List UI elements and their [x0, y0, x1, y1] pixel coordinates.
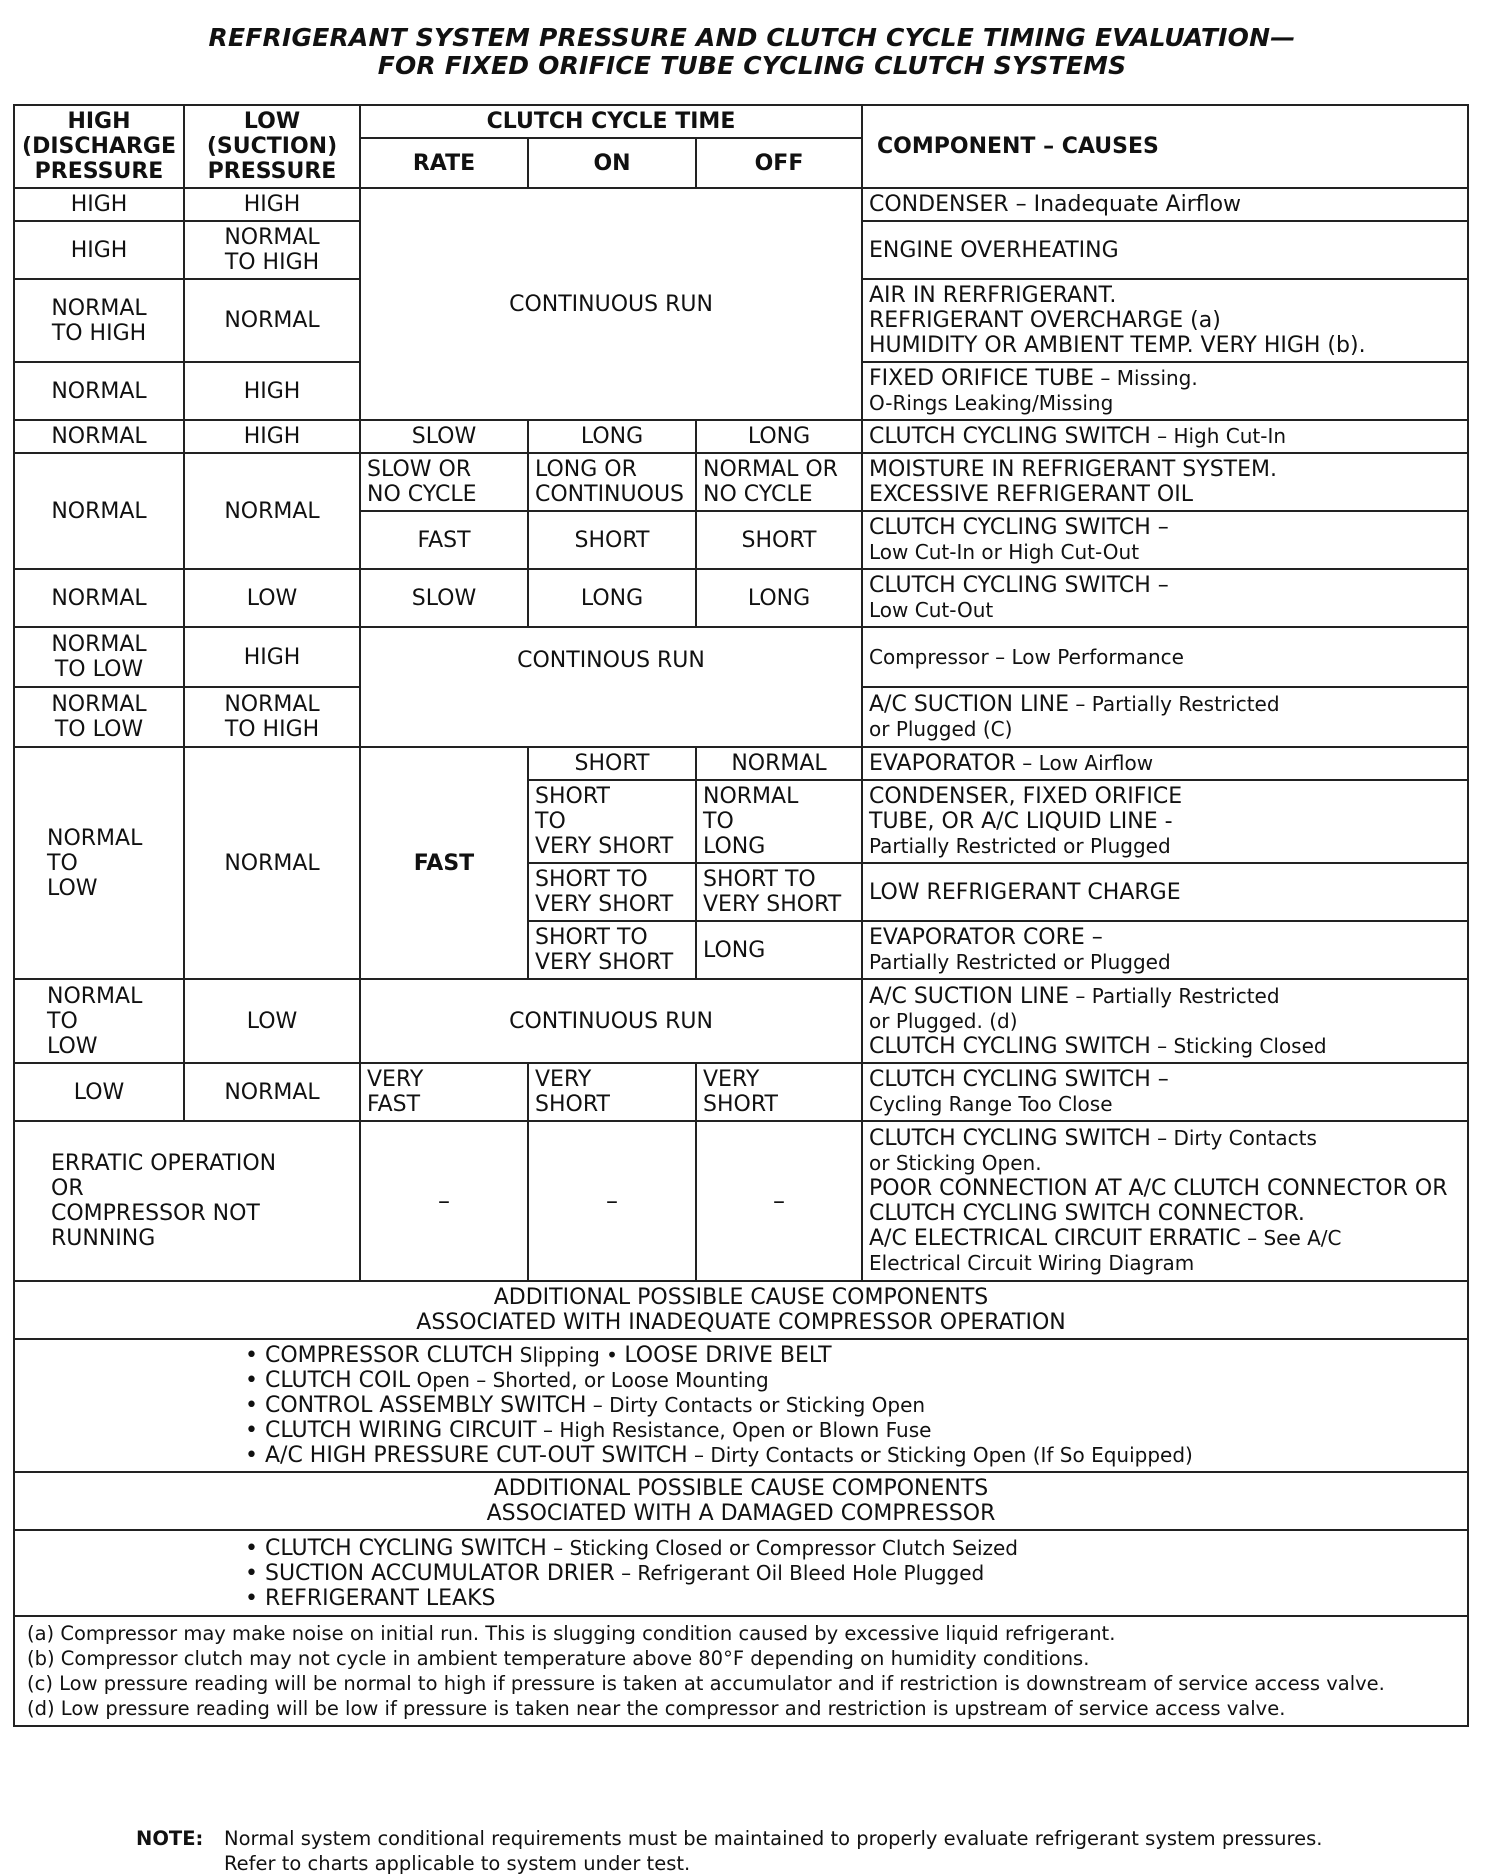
- high-pressure-cell: NORMAL TO HIGH: [14, 279, 184, 362]
- low-pressure-cell: LOW: [184, 979, 360, 1063]
- bottom-note: [136, 1826, 1322, 1876]
- header-component-causes: COMPONENT – CAUSES: [862, 105, 1468, 188]
- list-item: • COMPRESSOR CLUTCH Slipping • LOOSE DRIVE BELT: [245, 1343, 832, 1368]
- footnote: (a) Compressor may make noise on initial run. This is slugging condition caused by excessive liquid refrigerant.: [27, 1622, 1116, 1645]
- footnote: (b) Compressor clutch may not cycle in ambient temperature above 80°F depending on humidity conditions.: [27, 1647, 1090, 1670]
- high-pressure-cell: LOW: [14, 1063, 184, 1121]
- off-cell: SHORT: [696, 511, 862, 569]
- on-cell: LONG: [528, 420, 696, 453]
- rate-cell: FAST: [360, 747, 528, 979]
- rate-cell: –: [360, 1121, 528, 1281]
- footnotes-row: [14, 1616, 1468, 1726]
- cause-cell: LOW REFRIGERANT CHARGE: [862, 863, 1468, 921]
- table-row: [14, 747, 1468, 780]
- off-cell: LONG: [696, 420, 862, 453]
- on-cell: SHORT: [528, 747, 696, 780]
- low-pressure-cell: HIGH: [184, 362, 360, 420]
- footnote: (c) Low pressure reading will be normal to high if pressure is taken at accumulator and if restriction is downstream of service access valve.: [27, 1672, 1385, 1695]
- cause-cell: EVAPORATOR CORE – Partially Restricted or Plugged: [862, 921, 1468, 979]
- on-cell: SHORT TO VERY SHORT: [528, 863, 696, 921]
- erratic-operation-cell: ERRATIC OPERATION OR COMPRESSOR NOT RUNNING: [14, 1121, 360, 1281]
- low-pressure-cell: NORMAL TO HIGH: [184, 221, 360, 279]
- note-line-2: Refer to charts applicable to system under test.: [224, 1852, 691, 1875]
- high-pressure-cell: NORMAL TO LOW: [14, 627, 184, 687]
- high-pressure-cell: NORMAL TO LOW: [14, 979, 184, 1063]
- on-cell: SHORT: [528, 511, 696, 569]
- section-list-damaged-compressor: [14, 1530, 1468, 1616]
- off-cell: LONG: [696, 921, 862, 979]
- high-pressure-cell: NORMAL: [14, 420, 184, 453]
- cause-cell: CLUTCH CYCLING SWITCH – Low Cut-In or High Cut-Out: [862, 511, 1468, 569]
- low-pressure-cell: NORMAL: [184, 1063, 360, 1121]
- on-cell: LONG OR CONTINUOUS: [528, 453, 696, 511]
- cause-cell: CLUTCH CYCLING SWITCH – Cycling Range Too Close: [862, 1063, 1468, 1121]
- section-list-inadequate-operation: [14, 1339, 1468, 1472]
- on-cell: SHORT TO VERY SHORT: [528, 780, 696, 863]
- cause-cell: Compressor – Low Performance: [862, 627, 1468, 687]
- note-label: NOTE:: [136, 1827, 204, 1850]
- off-cell: NORMAL TO LONG: [696, 780, 862, 863]
- on-cell: LONG: [528, 569, 696, 627]
- footnote: (d) Low pressure reading will be low if pressure is taken near the compressor and restriction is upstream of service access valve.: [27, 1697, 1286, 1720]
- rate-cell: FAST: [360, 511, 528, 569]
- low-pressure-cell: HIGH: [184, 188, 360, 221]
- table-row: [14, 569, 1468, 627]
- low-pressure-cell: NORMAL: [184, 747, 360, 979]
- table-row: [14, 979, 1468, 1063]
- header-low-pressure: LOW (SUCTION) PRESSURE: [184, 105, 360, 188]
- table-row: [14, 188, 1468, 221]
- low-pressure-cell: NORMAL: [184, 453, 360, 569]
- cause-cell: MOISTURE IN REFRIGERANT SYSTEM. EXCESSIVE REFRIGERANT OIL: [862, 453, 1468, 511]
- page-title-line-2: FOR FIXED ORIFICE TUBE CYCLING CLUTCH SYSTEMS: [377, 51, 1127, 80]
- cause-cell: A/C SUCTION LINE – Partially Restricted or Plugged (C): [862, 687, 1468, 747]
- off-cell: –: [696, 1121, 862, 1281]
- continuous-run-cell: CONTINOUS RUN: [360, 627, 862, 747]
- cause-cell: EVAPORATOR – Low Airflow: [862, 747, 1468, 780]
- list-item: • A/C HIGH PRESSURE CUT-OUT SWITCH – Dirty Contacts or Sticking Open (If So Equipped): [245, 1443, 1193, 1468]
- list-item: • CLUTCH WIRING CIRCUIT – High Resistance, Open or Blown Fuse: [245, 1418, 932, 1443]
- header-high-pressure: HIGH (DISCHARGE PRESSURE: [14, 105, 184, 188]
- off-cell: NORMAL: [696, 747, 862, 780]
- evaluation-table: [13, 104, 1469, 1727]
- header-rate: RATE: [360, 138, 528, 188]
- low-pressure-cell: NORMAL TO HIGH: [184, 687, 360, 747]
- list-item: • REFRIGERANT LEAKS: [245, 1585, 496, 1611]
- table-row: [14, 1063, 1468, 1121]
- off-cell: NORMAL OR NO CYCLE: [696, 453, 862, 511]
- continuous-run-cell: CONTINUOUS RUN: [360, 979, 862, 1063]
- low-pressure-cell: HIGH: [184, 627, 360, 687]
- header-clutch-cycle-time: CLUTCH CYCLE TIME: [360, 105, 862, 138]
- high-pressure-cell: HIGH: [14, 221, 184, 279]
- off-cell: LONG: [696, 569, 862, 627]
- cause-cell: CLUTCH CYCLING SWITCH – High Cut-In: [862, 420, 1468, 453]
- high-pressure-cell: HIGH: [14, 188, 184, 221]
- list-item: • CLUTCH CYCLING SWITCH – Sticking Closed or Compressor Clutch Seized: [245, 1535, 1019, 1561]
- cause-cell: CLUTCH CYCLING SWITCH – Dirty Contacts or Sticking Open. POOR CONNECTION AT A/C CLUTCH CONNECTOR OR CLUTCH CYCLING SWITCH CONNECTOR. A/C ELECTRICAL CIRCUIT ERRATIC – See A/C Electrical Circuit Wiring Diagram: [862, 1121, 1468, 1281]
- rate-cell: VERY FAST: [360, 1063, 528, 1121]
- on-cell: –: [528, 1121, 696, 1281]
- cause-cell: ENGINE OVERHEATING: [862, 221, 1468, 279]
- cause-cell: AIR IN RERFRIGERANT. REFRIGERANT OVERCHARGE (a) HUMIDITY OR AMBIENT TEMP. VERY HIGH (b).: [862, 279, 1468, 362]
- list-item: • SUCTION ACCUMULATOR DRIER – Refrigerant Oil Bleed Hole Plugged: [245, 1560, 985, 1586]
- on-cell: SHORT TO VERY SHORT: [528, 921, 696, 979]
- high-pressure-cell: NORMAL: [14, 569, 184, 627]
- cause-cell: A/C SUCTION LINE – Partially Restricted or Plugged. (d) CLUTCH CYCLING SWITCH – Sticking Closed: [862, 979, 1468, 1063]
- section-heading-damaged-compressor: ADDITIONAL POSSIBLE CAUSE COMPONENTS ASSOCIATED WITH A DAMAGED COMPRESSOR: [14, 1472, 1468, 1530]
- continuous-run-cell: CONTINUOUS RUN: [360, 188, 862, 420]
- low-pressure-cell: NORMAL: [184, 279, 360, 362]
- cause-cell: CONDENSER – Inadequate Airflow: [862, 188, 1468, 221]
- table-row: [14, 420, 1468, 453]
- high-pressure-cell: NORMAL: [14, 362, 184, 420]
- cause-cell: FIXED ORIFICE TUBE – Missing. O-Rings Leaking/Missing: [862, 362, 1468, 420]
- rate-cell: SLOW: [360, 420, 528, 453]
- high-pressure-cell: NORMAL TO LOW: [14, 687, 184, 747]
- header-on: ON: [528, 138, 696, 188]
- off-cell: SHORT TO VERY SHORT: [696, 863, 862, 921]
- rate-cell: SLOW OR NO CYCLE: [360, 453, 528, 511]
- section-heading-inadequate-operation: ADDITIONAL POSSIBLE CAUSE COMPONENTS ASSOCIATED WITH INADEQUATE COMPRESSOR OPERATION: [14, 1281, 1468, 1339]
- header-off: OFF: [696, 138, 862, 188]
- list-item: • CONTROL ASSEMBLY SWITCH – Dirty Contacts or Sticking Open: [245, 1393, 926, 1418]
- table-row: [14, 1121, 1468, 1281]
- page-title-line-1: REFRIGERANT SYSTEM PRESSURE AND CLUTCH CYCLE TIMING EVALUATION—: [208, 23, 1296, 52]
- cause-cell: CLUTCH CYCLING SWITCH – Low Cut-Out: [862, 569, 1468, 627]
- table-row: [14, 453, 1468, 511]
- high-pressure-cell: NORMAL TO LOW: [14, 747, 184, 979]
- header-row-1: [14, 105, 1468, 138]
- low-pressure-cell: HIGH: [184, 420, 360, 453]
- list-item: • CLUTCH COIL Open – Shorted, or Loose Mounting: [245, 1368, 769, 1393]
- low-pressure-cell: LOW: [184, 569, 360, 627]
- high-pressure-cell: NORMAL: [14, 453, 184, 569]
- off-cell: VERY SHORT: [696, 1063, 862, 1121]
- on-cell: VERY SHORT: [528, 1063, 696, 1121]
- cause-cell: CONDENSER, FIXED ORIFICE TUBE, OR A/C LIQUID LINE - Partially Restricted or Plugged: [862, 780, 1468, 863]
- note-line-1: Normal system conditional requirements must be maintained to properly evaluate refrigerant system pressures.: [224, 1827, 1323, 1850]
- rate-cell: SLOW: [360, 569, 528, 627]
- table-row: [14, 627, 1468, 687]
